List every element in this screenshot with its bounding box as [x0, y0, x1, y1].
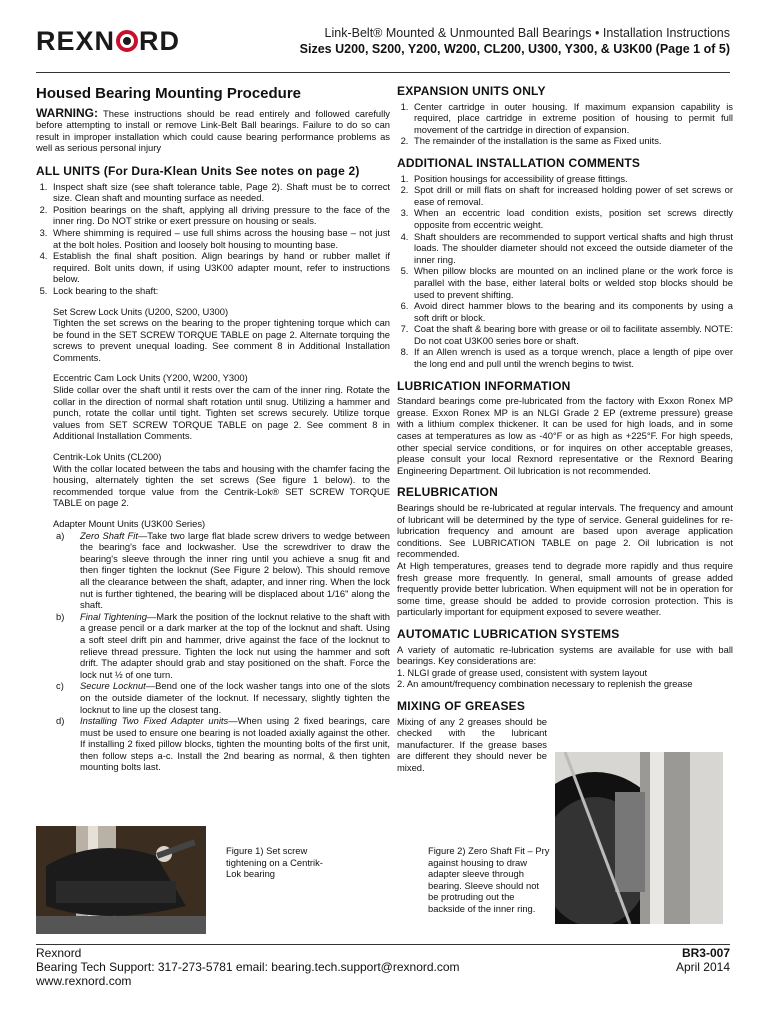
additional-heading: ADDITIONAL INSTALLATION COMMENTS [397, 155, 641, 170]
list-item [56, 715, 390, 773]
list-item: 4. Shaft shoulders are recommended to support vertical shafts and high thrust loads. The shoulder diameter should not exceed the outside diameter of the inner ring. [411, 231, 733, 266]
eccentric-heading: Eccentric Cam Lock Units (Y200, W200, Y300) [53, 372, 248, 384]
footer-left [36, 946, 460, 988]
item-label: a) [56, 529, 65, 541]
list-item [56, 611, 390, 681]
list-item: 3. Where shimming is required – use full shims across the housing base – not just at the bolt holes. Position and loosely bolt housing to mounting base. [50, 227, 390, 250]
header-divider [36, 72, 730, 73]
list-item: 2. An amount/frequency combination necessary to replenish the grease [397, 678, 693, 690]
list-item: 5. Lock bearing to the shaft: [50, 285, 390, 297]
header-subtitle: Link-Belt® Mounted & Unmounted Ball Bearings • Installation Instructions [324, 26, 730, 40]
centrik-section [53, 451, 390, 509]
adapter-list [36, 530, 390, 773]
list-item: 7. Coat the shaft & bearing bore with grease or oil to facilitate assembly. NOTE: Do not coat U3K00 series bore or shaft. [411, 323, 733, 346]
eccentric-section [53, 372, 390, 442]
expansion-heading: EXPANSION UNITS ONLY [397, 84, 546, 98]
setscrew-text: Tighten the set screws on the bearing to the proper tightening torque which can be found in the SET SCREW TORQUE TABLE on page 2. Alternate torquing the screws to prevent unequal loading. See comment 8 in Additional Installation Comments. [53, 317, 390, 363]
mixing-heading: MIXING OF GREASES [397, 698, 526, 713]
item-text: —Bend one of the lock washer tangs into one of the slots on the outside diameter of the locknut. If necessary, slightly tighten the locknut to line up the closest tang. [80, 680, 390, 715]
relubrication-text: Bearings should be re-lubricated at regular intervals. The frequency and amount of lubricant will be determined by the type of service. General guidelines for re-lubrication frequency and amount are based upon average application conditions. See LUBRICATION TABLE on page 2. Oil lubrication is not recommended. [397, 502, 733, 560]
expansion-list [397, 101, 733, 147]
rexnord-logo: REXN RD [36, 26, 181, 56]
relubrication-text: At High temperatures, greases tend to degrade more rapidly and thus require fresh grease more frequently. In general, small amounts of grease added frequently provide better lubrication. When equipment will not be in operation for some time, grease should be added to provide corrosion protection. This is particularly important for equipment exposed to severe weather. [397, 559, 733, 618]
item-title: Zero Shaft Fit [80, 529, 138, 541]
item-title: Secure Locknut [80, 680, 146, 692]
warning-label: WARNING: [36, 105, 98, 120]
mixing-text: Mixing of any 2 greases should be checked with the lubricant manufacturer. If the grease bases are different they should never be mixed. [397, 715, 547, 773]
item-text: —Mark the position of the locknut relative to the shaft with a grease pencil or a dark marker at the top of the locknut and shaft. Using a soft steel drift pin and hammer, drive against the face of the locknut to relieve thread pressure. Tighten the lock nut using the hammer and soft drift. The adapter should grab and stay positioned on the shaft. Force the lock nut ½ of one turn. [80, 610, 391, 680]
figure-1-photo [36, 826, 206, 934]
list-item [56, 530, 390, 611]
list-item [56, 680, 390, 715]
item-text: —Take two large flat blade screw drivers to wedge between the bearing's face and lockwasher. Use the screwdriver to draw the bearing's sleeve through the inner ring until you achieve a snug fit and then finger tighten the locknut (See Figure 2 below). This should remove all the clearance between the shaft, adapter, and inner ring. When the lock nut is further tightened, the bearing will be displaced about 1/16" along the shaft. [80, 529, 390, 611]
setscrew-section [53, 306, 390, 364]
list-item: 1. Center cartridge in outer housing. If maximum expansion capability is required, place cartridge in extreme position of housing to permit full movement of the cartridge in direction of expansion. [411, 101, 733, 136]
eccentric-text: Slide collar over the shaft until it rests over the cam of the inner ring. Rotate the collar in the direction of normal shaft rotation until snug. Utilizing a hammer and punch, rotate the collar until tight. Tighten set screws securely. Utilize torque values from SET SCREW TORQUE TABLE on page 2. See comment 8 in Additional Installation Comments. [53, 384, 390, 442]
warning-paragraph [36, 105, 390, 154]
item-label: d) [56, 715, 65, 727]
footer-company: Rexnord [36, 946, 82, 960]
centrik-heading: Centrik-Lok Units (CL200) [53, 451, 162, 463]
footer-divider [36, 944, 730, 945]
list-item: 1. NLGI grade of grease used, consistent with system layout [397, 666, 648, 678]
list-item: 3. When an eccentric load condition exists, position set screws directly opposite from eccentric weight. [411, 207, 733, 230]
adapter-section [53, 518, 390, 530]
all-units-heading: ALL UNITS (For Dura-Klean Units See notes on page 2) [36, 163, 360, 178]
figure-2-caption: Figure 2) Zero Shaft Fit – Pry against housing to draw adapter sleeve through bearing. Sleeve should not be protruding out the backside of the inner ring. [428, 845, 550, 914]
doc-date: April 2014 [675, 960, 730, 974]
list-item: 8. If an Allen wrench is used as a torque wrench, place a length of pipe over the long end and pull until the wrench begins to twist. [411, 346, 733, 369]
logo-o-icon [116, 30, 138, 52]
header-sizes: Sizes U200, S200, Y200, W200, CL200, U300, Y300, & U3K00 (Page 1 of 5) [299, 42, 730, 56]
all-units-steps [36, 181, 390, 297]
item-title: Installing Two Fixed Adapter units [80, 715, 229, 727]
list-item: 6. Avoid direct hammer blows to the bearing and its components by using a soft drift or block. [411, 300, 733, 323]
figure-2-photo [555, 752, 723, 924]
list-item: 5. When pillow blocks are mounted on an inclined plane or the work force is parallel with the base, either lateral bolts or welded stop blocks should be used to prevent shifting. [411, 265, 733, 300]
setscrew-heading: Set Screw Lock Units (U200, S200, U300) [53, 305, 229, 317]
list-item: 1. Inspect shaft size (see shaft tolerance table, Page 2). Shaft must be to correct size. Clean shaft and mounting surface as needed. [50, 181, 390, 204]
doc-id: BR3-007 [681, 946, 730, 960]
item-text: —When using 2 fixed bearings, care must be used to ensure one bearing is not loaded axially against the other. If installing 2 fixed pillow blocks, tighten the mounting bolts of the first unit, then follow steps a-c. Install the 2nd bearing as normal, & then tighten mounting bolts last. [80, 715, 391, 773]
additional-list [397, 173, 733, 370]
list-item: 2. Spot drill or mill flats on shaft for increased holding power of set screws or ease of removal. [411, 184, 733, 207]
item-label: b) [56, 610, 65, 622]
adapter-heading: Adapter Mount Units (U3K00 Series) [53, 518, 206, 529]
list-item: 2. The remainder of the installation is the same as Fixed units. [411, 135, 733, 147]
item-title: Final Tightening [80, 610, 147, 622]
list-item: 1. Position housings for accessibility of grease fittings. [411, 173, 733, 185]
right-column [397, 86, 733, 773]
auto-lubrication-heading: AUTOMATIC LUBRICATION SYSTEMS [397, 626, 620, 641]
footer-support: Bearing Tech Support: 317-273-5781 email: bearing.tech.support@rexnord.com [36, 960, 460, 974]
bearing-closeup-icon [555, 752, 723, 924]
left-column [36, 85, 391, 773]
bearing-photo-icon [36, 826, 206, 934]
item-label: c) [56, 680, 64, 692]
page-title: Housed Bearing Mounting Procedure [36, 85, 302, 102]
list-item: 2. Position bearings on the shaft, applying all driving pressure to the face of the inner ring. Do NOT strike or exert pressure on housing or seals. [50, 204, 390, 227]
footer-website: www.rexnord.com [36, 974, 132, 988]
centrik-text: With the collar located between the tabs and housing with the chamfer facing the housing, alternately tighten the set screws (See figure 1 below). to the recommended torque value from the Centrik-Lok® SET SCREW TORQUE TABLE on page 2. [53, 462, 390, 509]
relubrication-heading: RELUBRICATION [397, 485, 499, 500]
lubrication-heading: LUBRICATION INFORMATION [397, 378, 571, 393]
lubrication-text: Standard bearings come pre-lubricated from the factory with Exxon Ronex MP grease. Exxon Ronex MP is an NLGI Grade 2 EP (extreme pressure) grease with a lithium complex thickener. It can be used for high loads, and in some cases at temperatures as low as -40°F or as high as +225°F. For high speeds, other special service conditions, or for inquires on other acceptable greases, please consult your local Rexnord representative or the Rexnord Bearing Engineering Department. Oil lubrication is not recommended. [397, 395, 733, 476]
footer-right [676, 946, 730, 974]
list-item: 4. Establish the final shaft position. Align bearings by hand or rubber mallet if required. Bolt units down, if using U3K00 adapter mount, refer to instructions below. [50, 250, 390, 285]
figure-1-caption: Figure 1) Set screw tightening on a Centrik-Lok bearing [226, 845, 323, 880]
auto-lubrication-text: A variety of automatic re-lubrication systems are available for use with ball bearings. Key considerations are: [397, 643, 733, 667]
warning-text: These instructions should be read entirely and followed carefully before attempting to install or remove Link-Belt Ball bearings. Failure to do so can result in improper installation which could cause bearing performance problems as well as serious personal injury [36, 107, 390, 154]
